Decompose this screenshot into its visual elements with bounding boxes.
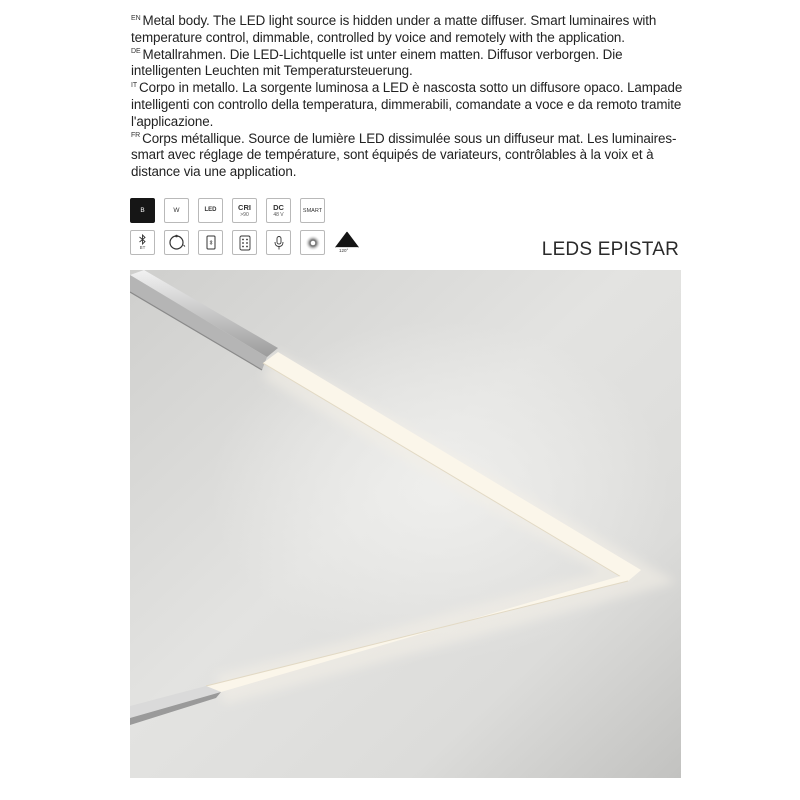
beam-angle-label: 120°	[339, 248, 349, 253]
feature-icons-row-1	[130, 198, 325, 223]
bluetooth-label: BT	[139, 245, 146, 250]
led-icon	[198, 198, 223, 223]
description-it	[131, 80, 691, 130]
cri-icon	[232, 198, 257, 223]
black-finish-icon	[130, 198, 155, 223]
description-en	[131, 13, 691, 47]
dimmer-icon	[164, 230, 189, 255]
feature-icons-row-2	[130, 230, 359, 255]
brand-name: LEDS EPISTAR	[541, 239, 679, 260]
bluetooth-icon	[130, 230, 155, 255]
lang-code-de: DE	[131, 48, 141, 56]
description-de-text: Metallrahmen. Die LED-Lichtquelle ist unter einem matten. Diffusor verborgen. Die intelligenten Leuchten mit Temperatursteuerung.	[131, 46, 623, 79]
black-finish-label: B	[140, 207, 145, 214]
white-finish-icon	[164, 198, 189, 223]
cri-label: CRI	[238, 202, 251, 212]
lang-code-fr: FR	[131, 132, 141, 140]
product-photo	[130, 270, 681, 778]
description-fr-text: Corps métallique. Source de lumière LED dissimulée sous un diffuseur mat. Les luminaires-smart avec réglage de température, sont équipés de variateurs, contrôlables à la voix et à distance via une application.	[131, 130, 677, 180]
smart-icon	[300, 198, 325, 223]
cri-value: >90	[240, 211, 249, 218]
light-source-icon	[300, 230, 325, 255]
led-label: LED	[204, 207, 217, 213]
lang-code-it: IT	[131, 81, 138, 89]
description-fr	[131, 131, 691, 181]
description-en-text: Metal body. The LED light source is hidden under a matte diffuser. Smart luminaires with temperature control, dimmable, controlled by voice and remotely with the application.	[131, 13, 657, 45]
white-finish-label: W	[173, 207, 180, 214]
remote-control-icon	[232, 230, 257, 255]
dc-value: 48 V	[273, 211, 284, 218]
microphone-icon	[266, 230, 291, 255]
description-de	[131, 47, 691, 81]
ceiling-light-illustration	[130, 270, 681, 778]
dc-label: DC	[273, 202, 284, 212]
smartphone-icon	[198, 230, 223, 255]
lang-code-en: EN	[131, 14, 141, 22]
dc-voltage-icon	[266, 198, 291, 223]
beam-angle-icon	[334, 230, 359, 255]
smart-label: SMART	[302, 207, 323, 214]
description-it-text: Corpo in metallo. La sorgente luminosa a LED è nascosta sotto un diffusore opaco. Lampade intelligenti con controllo della temperatura, dimmerabili, comandate a voce e da remoto tramite l'applicazione.	[131, 80, 683, 129]
product-description	[131, 13, 691, 181]
